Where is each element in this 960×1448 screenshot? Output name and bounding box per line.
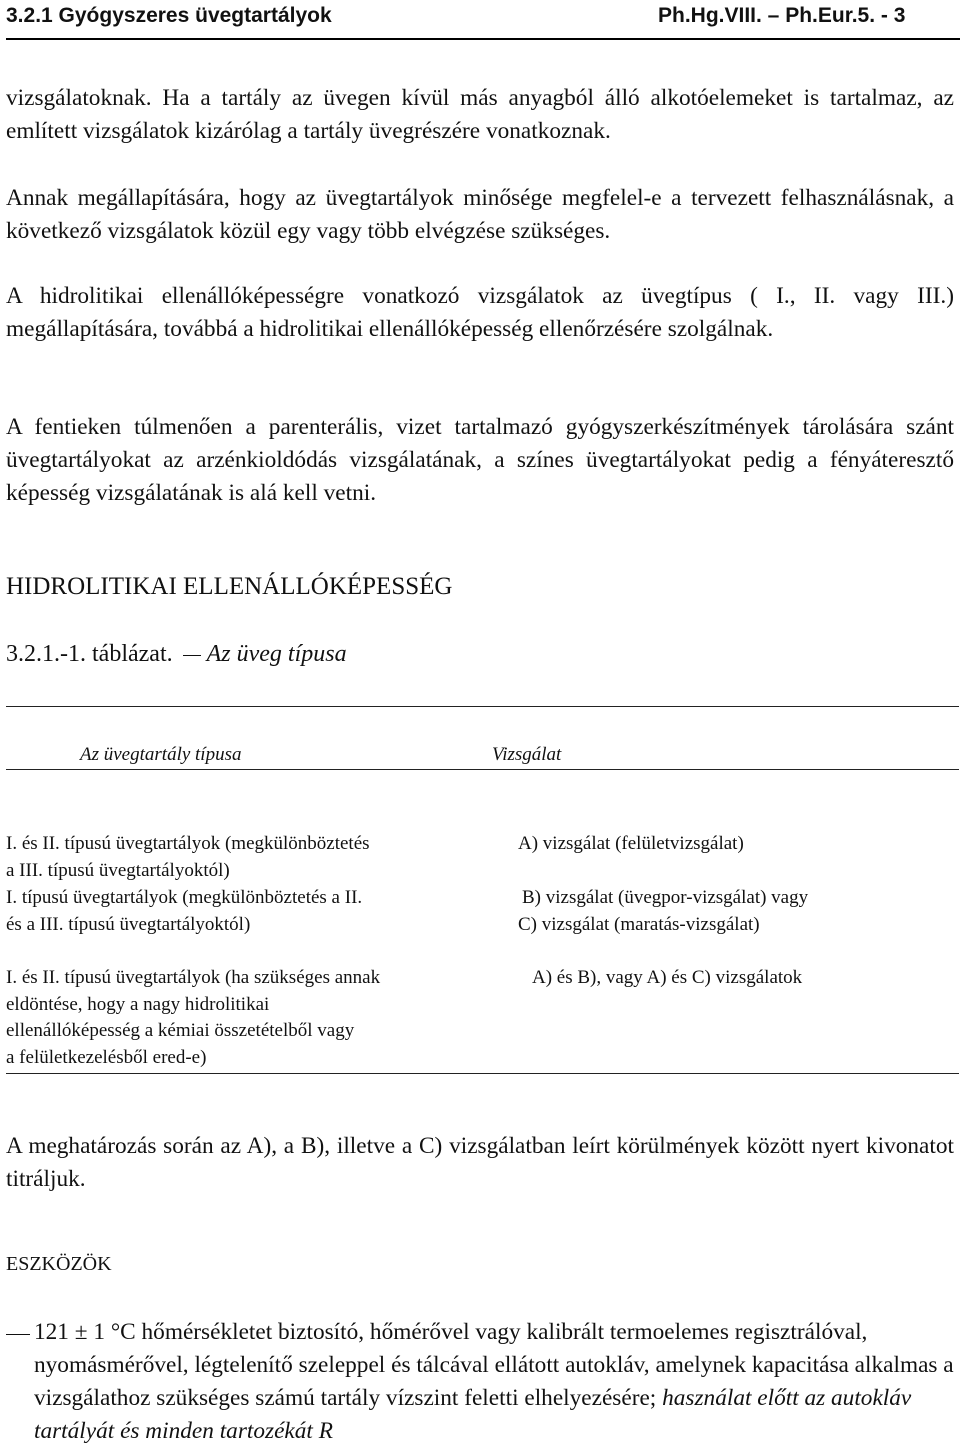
paragraph-3: A hidrolitikai ellenállóképességre vonatkozó vizsgálatok az üvegtípus ( I., II. vagy III.) megállapítására, továbbá a hidrolitikai ellenállóképesség ellenőrzésére szolgálnak. [6,283,954,342]
paragraph-1: vizsgálatoknak. Ha a tartály az üvegen kívül más anyagból álló alkotóelemeket is tartalmaz, az említett vizsgálatok kizárólag a tartály üvegrészére vonatkoznak. [6,85,954,144]
table-cell-line: és a III. típusú üvegtartályoktól) [6,913,251,935]
table-row-1-type [6,831,370,884]
bullet-dash [6,1334,30,1335]
table-cell-line: I. és II. típusú üvegtartályok (megkülönböztetés [6,833,370,854]
table-header-type: Az üvegtartály típusa [80,744,242,765]
table-header-test: Vizsgálat [492,744,562,765]
table-cell-line: A) és B), vagy A) és C) vizsgálatok [532,967,803,988]
table-caption [6,641,347,668]
table-caption-title: Az üveg típusa [206,641,347,667]
table-row-2-type [6,885,362,938]
eszkozok-heading: ESZKÖZÖK [6,1253,112,1275]
table-cell-line: eldöntése, hogy a nagy hidrolitikai [6,993,270,1015]
table-cell-line: I. és II. típusú üvegtartályok (ha szükséges annak [6,967,381,988]
section-heading: HIDROLITIKAI ELLENÁLLÓKÉPESSÉG [6,573,453,600]
header-section-title: 3.2.1 Gyógyszeres üvegtartályok [6,4,332,27]
paragraph-4: A fentieken túlmenően a parenterális, vizet tartalmazó gyógyszerkészítmények tárolására szánt üvegtartályokat az arzénkioldódás vizsgálatának, a színes üvegtartályokat pedig a fényáteresztő képesség vizsgálatának is alá kell vetni. [6,414,954,506]
table-cell-line: ellenállóképesség a kémiai összetételből vagy [6,1020,355,1041]
paragraph-after-table: A meghatározás során az A), a B), illetve a C) vizsgálatban leírt körülmények között nyert kivonatot titráljuk. [6,1133,954,1192]
table-row-2-test [518,885,808,938]
paragraph-2: Annak megállapítására, hogy az üvegtartályok minősége megfelel-e a tervezett felhasználásnak, a következő vizsgálatok közül egy vagy több elvégzése szükséges. [6,185,954,244]
table-cell-line: a III. típusú üvegtartályoktól) [6,859,230,881]
header-pharmacopoeia-ref: Ph.Hg.VIII. – Ph.Eur.5. - 3 [658,4,906,27]
table-cell-line: a felületkezelésből ered-e) [6,1046,207,1068]
bullet-item [34,1316,954,1448]
table-cell-line: B) vizsgálat (üvegpor-vizsgálat) vagy [522,887,809,908]
table-cell-line: A) vizsgálat (felületvizsgálat) [518,833,744,854]
caption-dash [183,655,201,656]
table-bottom-rule [6,1073,959,1074]
table-cell-line: C) vizsgálat (maratás-vizsgálat) [518,913,760,935]
page-header [6,2,960,40]
table-cell-line: I. típusú üvegtartályok (megkülönböztetés a II. [6,887,363,908]
table-row-3-type [6,965,380,1071]
table-row-1-test [518,831,744,858]
bullet-text-italic: használat előtt az autokláv tartályát és minden tartozékát R [34,1385,912,1444]
table-caption-number: 3.2.1.-1. táblázat. [6,641,173,667]
table-row-3-test [532,965,802,992]
table-top-rule [6,706,959,707]
bullet-text-regular: 121 ± 1 °C hőmérsékletet biztosító, hőmérővel vagy kalibrált termoelemes regisztrálóval, nyomásmérővel, légtelenítő szeleppel és tálcával ellátott autokláv, amelynek kapacitása alkalmas a vizsgálathoz szükséges számú tartály vízszint feletti elhelyezésére; [34,1319,954,1411]
table-header-rule [6,769,959,770]
